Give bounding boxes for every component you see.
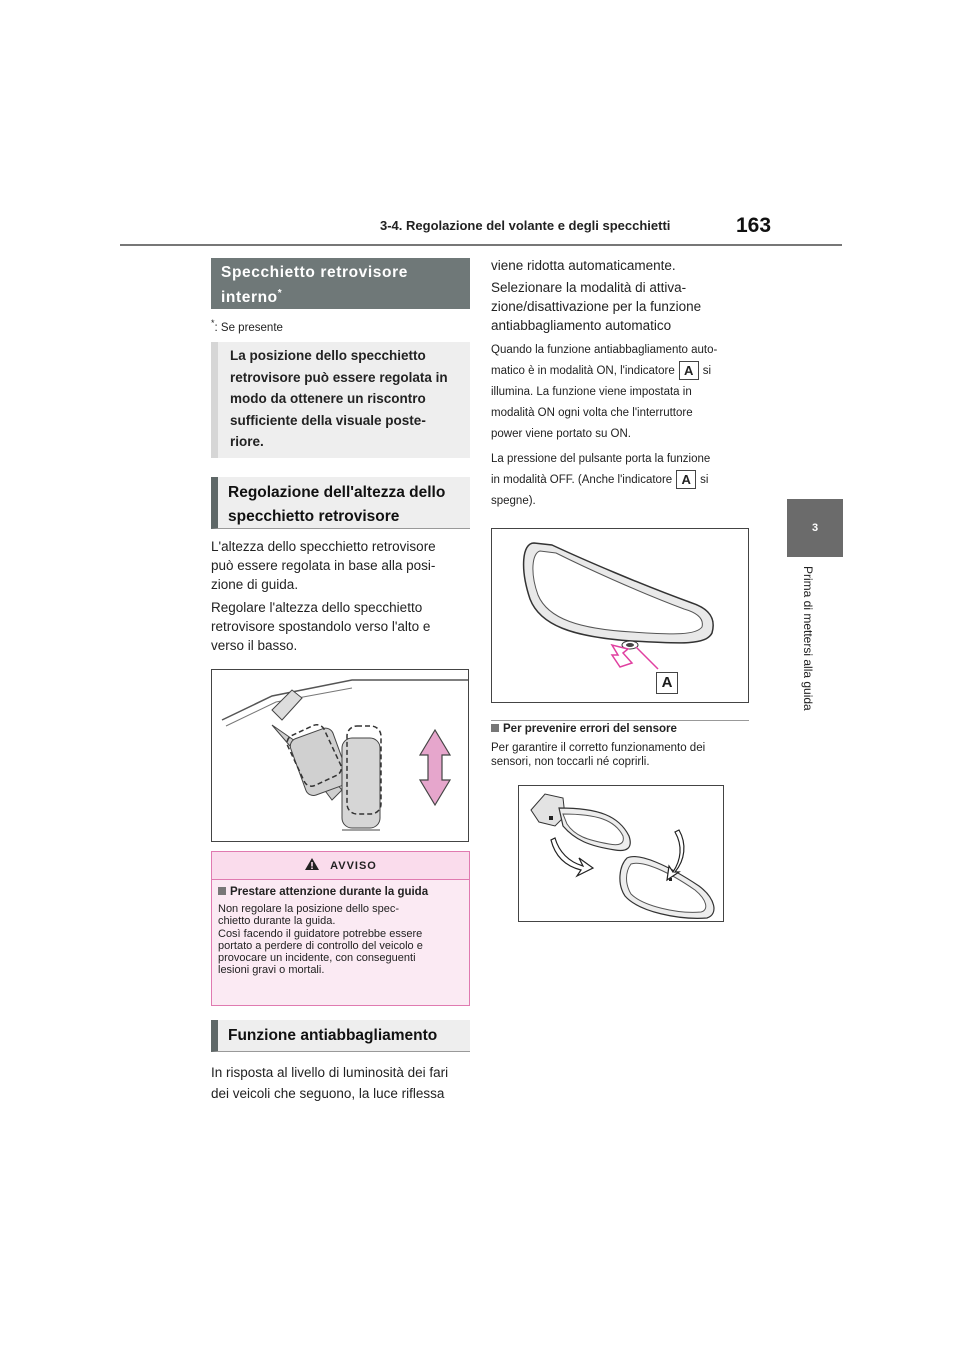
warning-title: AVVISO <box>330 859 377 872</box>
warning-body: Non regolare la posizione dello spec- chietto durante la guida. Così facendo il guidatore potrebbe essere portato a perdere di controllo del veicolo e provocare un incidente, con conseguenti lesioni gravi o mortali. <box>218 903 423 977</box>
height-paragraph-2: Regolare l'altezza dello specchietto retrovisore spostandolo verso l'alto e verso il basso. <box>211 600 431 653</box>
footnote-mark: * <box>211 318 215 328</box>
warning-header <box>212 852 469 880</box>
main-heading-line1: Specchietto retrovisore <box>221 264 408 281</box>
page-number: 163 <box>736 214 772 237</box>
summary-line: riore. <box>230 434 264 449</box>
main-heading-mark: * <box>277 288 283 299</box>
warning-subheading: Prestare attenzione durante la guida <box>230 886 429 898</box>
warning-triangle-icon <box>304 857 320 874</box>
subsection-divider <box>491 720 749 721</box>
mirror-height-illustration <box>211 669 469 842</box>
chapter-tab[interactable]: 3 <box>787 499 843 557</box>
summary-line: retrovisore può essere regolata in <box>230 369 448 385</box>
sensor-body: Per garantire il corretto funzionamento dei sensori, non toccarli né coprirli. <box>491 742 706 768</box>
antiglare-paragraph: In risposta al livello di luminosità dei fari dei veicoli che seguono, la luce riflessa <box>211 1065 449 1101</box>
indicator-a-label: A <box>679 361 699 380</box>
warning-box <box>211 851 470 1006</box>
bullet-square-icon <box>491 724 499 732</box>
main-heading <box>211 258 470 309</box>
summary-line: modo da ottenere un riscontro <box>230 391 426 406</box>
mirror-indicator-illustration <box>491 528 749 703</box>
footnote-text: : Se presente <box>214 321 283 334</box>
bullet-square-icon <box>218 887 226 895</box>
summary-line: La posizione dello specchietto <box>230 348 426 363</box>
height-heading <box>211 477 470 529</box>
header-divider <box>120 244 842 246</box>
sensor-heading: Per prevenire errori del sensore <box>503 723 677 735</box>
continued-paragraph: viene ridotta automaticamente. <box>491 258 676 273</box>
figure-callout-a: A <box>656 672 678 694</box>
main-heading-line2: interno <box>221 289 278 307</box>
height-heading-line2: specchietto retrovisore <box>228 508 400 525</box>
summary-box <box>211 342 470 458</box>
height-paragraph-1: L'altezza dello specchietto retrovisore può essere regolata in base alla posi- zione di guida. <box>211 539 436 592</box>
select-mode-text: Selezionare la modalità di attiva- zione/disattivazione per la funzione antiabbagliamento automatico <box>491 280 702 333</box>
summary-line: sufficiente della visuale poste- <box>230 412 426 428</box>
indicator-a-label: A <box>676 470 696 489</box>
mode-detail-text: Quando la funzione antiabbagliamento auto- matico è in modalità ON, l'indicatore A si illumina. La funzione viene impostata in modalità ON ogni volta che l'interruttore power viene portato su ON. La pressione del pulsante porta la funzione in modalità OFF. (Anche l'indicatore A si spegne). <box>491 344 718 507</box>
chapter-label: Prima di mettersi alla guida <box>801 566 815 711</box>
footnote <box>211 318 283 334</box>
section-title: 3-4. Regolazione del volante e degli specchietti <box>380 218 671 233</box>
height-heading-line1: Regolazione dell'altezza dello <box>228 484 446 501</box>
antiglare-heading: Funzione antiabbagliamento <box>211 1020 470 1052</box>
sensor-location-illustration <box>518 785 724 922</box>
